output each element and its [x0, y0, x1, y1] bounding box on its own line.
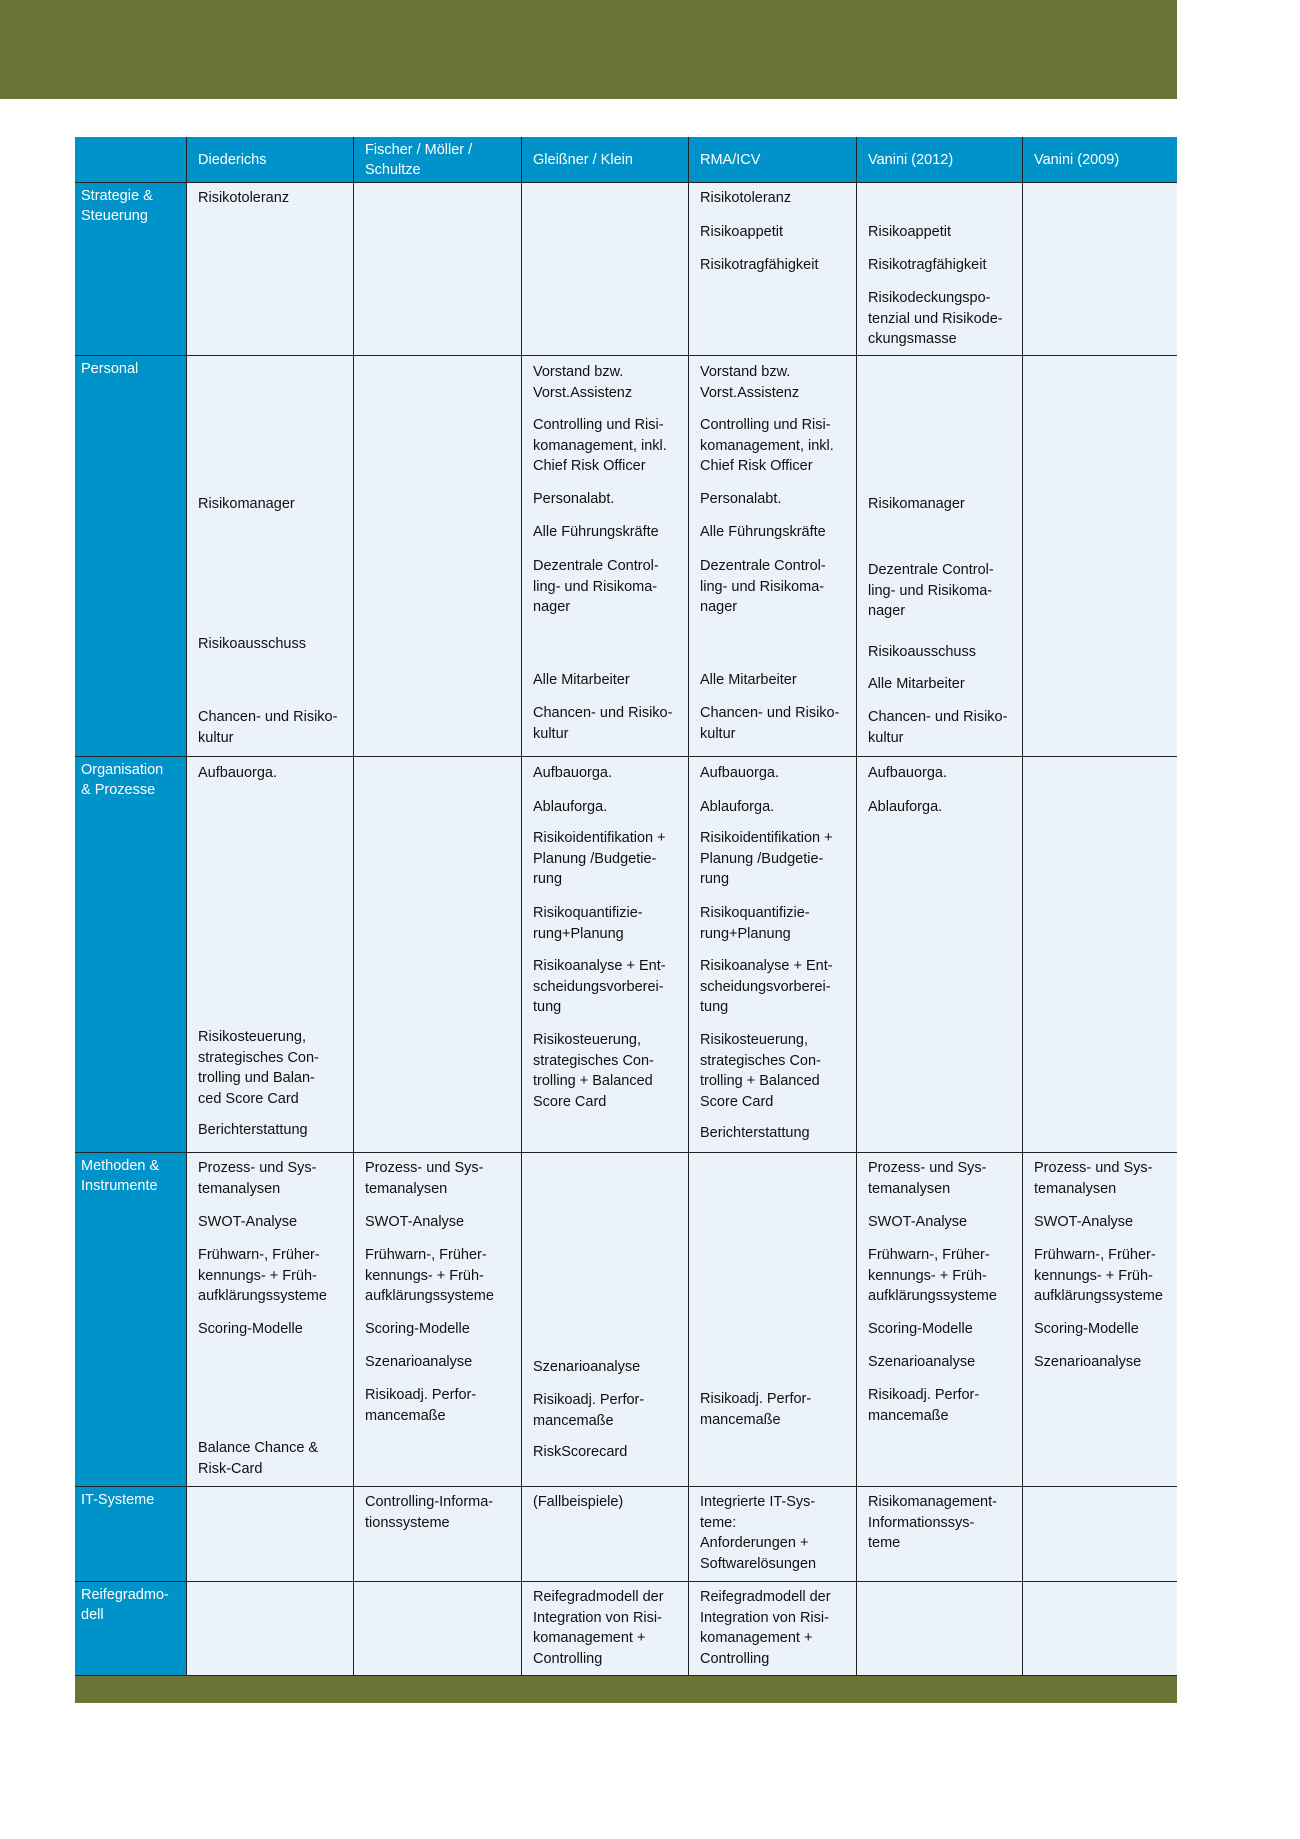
cell-item: Frühwarn-, Früher- kennungs- + Früh- aufklärungssysteme [365, 1247, 494, 1304]
cell-item: Risikoausschuss [868, 644, 976, 660]
table-cell [689, 1582, 857, 1676]
table-cell [1023, 1582, 1177, 1676]
row-label-cell [75, 757, 187, 1153]
cell-item: Personalabt. [533, 491, 615, 507]
table-cell [857, 356, 1023, 757]
column-header [522, 137, 689, 183]
cell-item: Risikomanagement- Informationssys- teme [868, 1494, 997, 1551]
cell-item: Aufbauorga. [700, 765, 780, 781]
cell-item: Berichterstattung [700, 1125, 810, 1141]
cell-item: Risikoanalyse + Ent- scheidungsvorberei- tung [533, 958, 666, 1015]
column-header [187, 137, 354, 183]
cell-item: Risikoadj. Perfor- mancemaße [533, 1392, 645, 1429]
row-label-cell [75, 1153, 187, 1487]
cell-item: Scoring-Modelle [868, 1321, 973, 1337]
row-label: Reifegradmo- dell [81, 1587, 169, 1623]
column-header [354, 137, 522, 183]
cell-item: Dezentrale Control- ling- und Risikoma- nager [533, 558, 659, 615]
cell-item: Risikoidentifikation + Planung /Budgetie- rung [700, 830, 833, 887]
cell-item: Controlling und Risi- komanagement, inkl. Chief Risk Officer [533, 417, 667, 474]
cell-item: Controlling-Informa- tionssysteme [365, 1494, 494, 1531]
table-cell [857, 1153, 1023, 1487]
cell-item: SWOT-Analyse [1034, 1214, 1134, 1230]
cell-item: Dezentrale Control- ling- und Risikoma- nager [868, 562, 994, 619]
cell-item: (Fallbeispiele) [533, 1494, 624, 1510]
table-cell [1023, 1153, 1177, 1487]
cell-item: Risikotragfähigkeit [868, 257, 987, 273]
table-cell [187, 757, 354, 1153]
table-cell [857, 1582, 1023, 1676]
row-label-cell [75, 356, 187, 757]
header-band [0, 0, 1177, 99]
cell-item: Chancen- und Risiko- kultur [533, 705, 673, 742]
cell-item: Prozess- und Sys- temanalysen [868, 1160, 987, 1197]
cell-item: Risikosteuerung, strategisches Con- trolling + Balanced Score Card [700, 1032, 821, 1110]
column-header [1023, 137, 1177, 183]
cell-item: Alle Mitarbeiter [868, 676, 965, 692]
cell-item: Szenarioanalyse [868, 1354, 976, 1370]
cell-item: Szenarioanalyse [533, 1359, 641, 1375]
cell-item: Scoring-Modelle [198, 1321, 303, 1337]
table-cell [187, 183, 354, 356]
cell-item: Chancen- und Risiko- kultur [868, 709, 1008, 746]
cell-item: Risikoanalyse + Ent- scheidungsvorberei- tung [700, 958, 833, 1015]
table-cell [354, 183, 522, 356]
table-cell [354, 757, 522, 1153]
cell-item: Frühwarn-, Früher- kennungs- + Früh- aufklärungssysteme [1034, 1247, 1163, 1304]
cell-item: Ablauforga. [700, 799, 775, 815]
column-header-label: RMA/ICV [700, 151, 761, 168]
cell-item: SWOT-Analyse [365, 1214, 465, 1230]
table-cell [522, 356, 689, 757]
table-cell [354, 356, 522, 757]
cell-item: Chancen- und Risiko- kultur [700, 705, 840, 742]
cell-item: Risikoausschuss [198, 636, 306, 652]
cell-item: Risikosteuerung, strategisches Con- trolling und Balan- ced Score Card [198, 1029, 319, 1107]
cell-item: Prozess- und Sys- temanalysen [365, 1160, 484, 1197]
cell-item: Integrierte IT-Sys- teme: Anforderungen + Softwarelösungen [700, 1494, 817, 1572]
cell-item: Aufbauorga. [868, 765, 948, 781]
table-cell [522, 183, 689, 356]
cell-item: Szenarioanalyse [1034, 1354, 1142, 1370]
cell-item: SWOT-Analyse [868, 1214, 968, 1230]
cell-item: Alle Führungskräfte [700, 524, 826, 540]
row-label-cell [75, 1487, 187, 1582]
table-cell [689, 1153, 857, 1487]
cell-item: Szenarioanalyse [365, 1354, 473, 1370]
row-label: Methoden & Instrumente [81, 1158, 160, 1194]
cell-item: Alle Führungskräfte [533, 524, 659, 540]
table-cell [187, 1153, 354, 1487]
cell-item: Aufbauorga. [198, 765, 278, 781]
row-label: Personal [81, 361, 139, 377]
cell-item: Personalabt. [700, 491, 782, 507]
cell-item: Risikotragfähigkeit [700, 257, 819, 273]
comparison-table [75, 137, 1177, 1676]
column-header-label: Vanini (2012) [868, 151, 954, 168]
cell-item: Risikomanager [198, 496, 295, 512]
cell-item: Risikoquantifizie- rung+Planung [533, 905, 643, 942]
column-header-label: Vanini (2009) [1034, 151, 1120, 168]
table-cell [689, 183, 857, 356]
cell-item: Alle Mitarbeiter [533, 672, 630, 688]
cell-item: Chancen- und Risiko- kultur [198, 709, 338, 746]
cell-item: Aufbauorga. [533, 765, 613, 781]
table-cell [354, 1153, 522, 1487]
footer-band [75, 1676, 1177, 1703]
cell-item: Risikoadj. Perfor- mancemaße [365, 1387, 477, 1424]
table-cell [187, 356, 354, 757]
row-label: IT-Systeme [81, 1492, 155, 1508]
cell-item: Risikosteuerung, strategisches Con- trolling + Balanced Score Card [533, 1032, 654, 1110]
cell-item: Frühwarn-, Früher- kennungs- + Früh- aufklärungssysteme [198, 1247, 327, 1304]
cell-item: Reifegradmodell der Integration von Risi- komanagement + Controlling [700, 1589, 831, 1667]
cell-item: Risikoidentifikation + Planung /Budgetie- rung [533, 830, 666, 887]
cell-item: Dezentrale Control- ling- und Risikoma- nager [700, 558, 826, 615]
cell-item: Scoring-Modelle [1034, 1321, 1139, 1337]
row-label-cell [75, 183, 187, 356]
cell-item: Ablauforga. [533, 799, 608, 815]
cell-item: Risikoappetit [700, 224, 784, 240]
cell-item: Scoring-Modelle [365, 1321, 470, 1337]
cell-item: Ablauforga. [868, 799, 943, 815]
cell-item: Risikodeckungspo- tenzial und Risikode- ckungsmasse [868, 290, 1003, 347]
cell-item: Risikoappetit [868, 224, 952, 240]
table-cell [689, 1487, 857, 1582]
row-label: Strategie & Steuerung [81, 188, 153, 224]
row-label-cell [75, 1582, 187, 1676]
table-cell [689, 757, 857, 1153]
cell-item: Risikomanager [868, 496, 965, 512]
cell-item: Alle Mitarbeiter [700, 672, 797, 688]
column-header-label: Gleißner / Klein [533, 151, 633, 168]
cell-item: Vorstand bzw. Vorst.Assistenz [700, 364, 800, 401]
cell-item: Reifegradmodell der Integration von Risi- komanagement + Controlling [533, 1589, 664, 1667]
cell-item: Risikoquantifizie- rung+Planung [700, 905, 810, 942]
cell-item: Frühwarn-, Früher- kennungs- + Früh- aufklärungssysteme [868, 1247, 997, 1304]
table-cell [354, 1582, 522, 1676]
table-cell [1023, 1487, 1177, 1582]
column-header [689, 137, 857, 183]
table-cell [187, 1487, 354, 1582]
table-cell [1023, 757, 1177, 1153]
cell-item: Prozess- und Sys- temanalysen [1034, 1160, 1153, 1197]
cell-item: Risikoadj. Perfor- mancemaße [700, 1391, 812, 1428]
table-cell [522, 1582, 689, 1676]
header-corner-cell [75, 137, 187, 183]
column-header-label: Fischer / Möller / Schultze [365, 141, 473, 178]
cell-item: Prozess- und Sys- temanalysen [198, 1160, 317, 1197]
table-cell [522, 757, 689, 1153]
cell-item: Berichterstattung [198, 1122, 308, 1138]
table-cell [689, 356, 857, 757]
column-header-label: Diederichs [198, 151, 267, 168]
cell-item: Risikotoleranz [198, 190, 290, 206]
table-cell [522, 1487, 689, 1582]
table-cell [1023, 356, 1177, 757]
cell-item: Risikotoleranz [700, 190, 792, 206]
cell-item: SWOT-Analyse [198, 1214, 298, 1230]
table-cell [857, 183, 1023, 356]
cell-item: Vorstand bzw. Vorst.Assistenz [533, 364, 633, 401]
cell-item: Balance Chance & Risk-Card [198, 1440, 319, 1477]
table-cell [1023, 183, 1177, 356]
table-cell [522, 1153, 689, 1487]
table-cell [354, 1487, 522, 1582]
table-cell [187, 1582, 354, 1676]
cell-item: RiskScorecard [533, 1444, 628, 1460]
table-cell [857, 757, 1023, 1153]
cell-item: Controlling und Risi- komanagement, inkl. Chief Risk Officer [700, 417, 834, 474]
table-cell [857, 1487, 1023, 1582]
row-label: Organisation & Prozesse [81, 762, 164, 798]
cell-item: Risikoadj. Perfor- mancemaße [868, 1387, 980, 1424]
column-header [857, 137, 1023, 183]
